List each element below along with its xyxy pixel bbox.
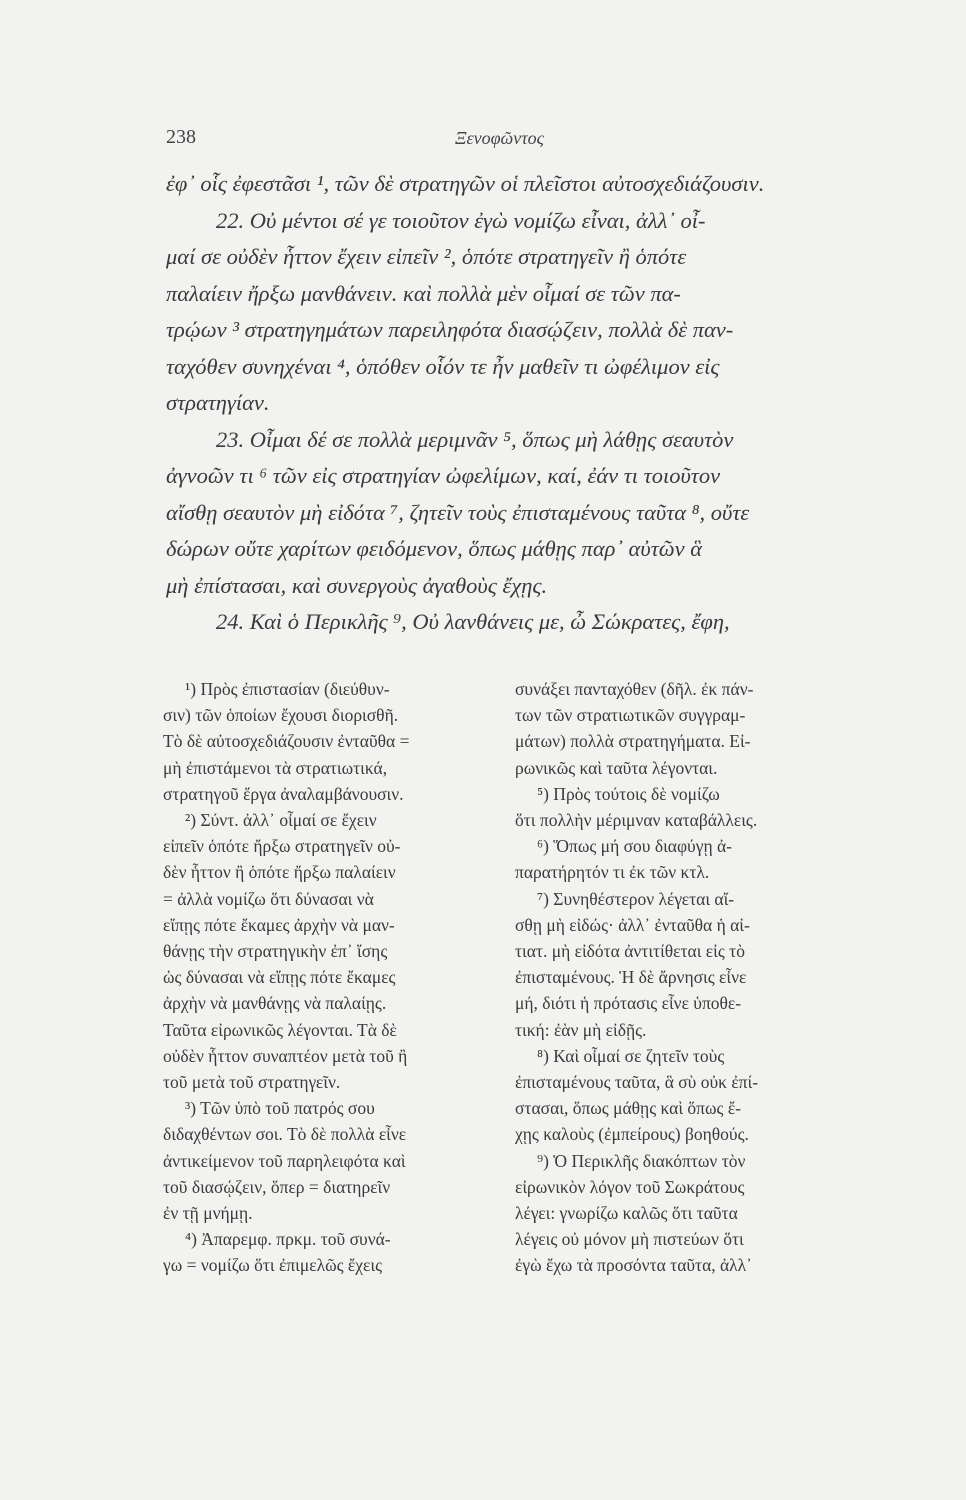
footnote-line: τοῦ μετὰ τοῦ στρατηγεῖν. (163, 1072, 341, 1093)
footnote-line: μὴ ἐπιστάμενοι τὰ στρατιωτικά, (163, 757, 388, 778)
footnote-line: ⁶) Ὅπως μή σου διαφύγῃ ἀ- (537, 836, 732, 857)
footnote-line: παρατήρητόν τι ἐκ τῶν κτλ. (515, 862, 710, 883)
footnote-line: εἴπῃς πότε ἔκαμες ἀρχὴν νὰ μαν- (163, 914, 395, 935)
main-line: στρατηγίαν. (166, 390, 270, 415)
footnote-line: Τὸ δὲ αὐτοσχεδιάζουσιν ἐνταῦθα = (163, 731, 410, 752)
footnote-line: λέγει: γνωρίζω καλῶς ὅτι ταῦτα (515, 1203, 738, 1224)
footnote-line: τοῦ διασῴζειν, ὅπερ = διατηρεῖν (163, 1176, 391, 1197)
footnote-line: τική: ἐὰν μὴ εἰδῇς. (515, 1019, 647, 1040)
main-line: μαί σε οὐδὲν ἧττον ἔχειν εἰπεῖν ², ὁπότε στρατηγεῖν ἢ ὁπότε (166, 244, 687, 269)
footnote-line: λέγεις οὐ μόνον μὴ πιστεύων ὅτι (515, 1229, 744, 1250)
footnote-line: = ἀλλὰ νομίζω ὅτι δύνασαι νὰ (163, 888, 374, 909)
footnote-line: δὲν ἧττον ἢ ὁπότε ἤρξω παλαίειν (163, 862, 396, 883)
footnote-line: σιν) τῶν ὁποίων ἔχουσι διορισθῆ. (163, 705, 399, 726)
footnote-line: ἀρχὴν νὰ μανθάνῃς νὰ παλαίῃς. (163, 993, 387, 1014)
main-line: δώρων οὔτε χαρίτων φειδόμενον, ὅπως μάθῃς παρ᾽ αὐτῶν ἃ (166, 536, 703, 561)
main-text (166, 166, 886, 641)
footnotes-left-column (163, 676, 493, 1279)
footnote-line: γω = νομίζω ὅτι ἐπιμελῶς ἔχεις (163, 1255, 383, 1276)
footnote-line: ¹) Πρὸς ἐπιστασίαν (διεύθυν- (185, 679, 390, 699)
main-line: ἐφ᾽ οἷς ἐφεστᾶσι ¹, τῶν δὲ στρατηγῶν οἱ πλεῖστοι αὐτοσχεδιάζουσιν. (166, 171, 765, 196)
footnote-line: εἰρωνικὸν λόγον τοῦ Σωκράτους (515, 1176, 745, 1197)
main-line: ταχόθεν συνηχέναι ⁴, ὁπόθεν οἷόν τε ἦν μαθεῖν τι ὠφέλιμον εἰς (166, 353, 720, 379)
footnote-line: στρατηγοῦ ἔργα ἀναλαμβάνουσιν. (163, 783, 404, 804)
main-line: ἀγνοῶν τι ⁶ τῶν εἰς στρατηγίαν ὠφελίμων, καί, ἐάν τι τοιοῦτον (166, 463, 721, 488)
footnote-line: ⁴) Ἀπαρεμφ. πρκμ. τοῦ συνά- (185, 1229, 391, 1250)
main-line: 23. Οἶμαι δέ σε πολλὰ μεριμνᾶν ⁵, ὅπως μὴ λάθῃς σεαυτὸν (216, 426, 734, 452)
main-line: 24. Καὶ ὁ Περικλῆς ⁹, Οὐ λανθάνεις με, ὦ Σώκρατες, ἔφη, (216, 609, 730, 634)
footnote-line: χῃς καλοὺς (ἐμπείρους) βοηθούς. (515, 1124, 749, 1145)
footnote-line: ρωνικῶς καὶ ταῦτα λέγονται. (515, 757, 718, 778)
main-line: μὴ ἐπίστασαι, καὶ συνεργοὺς ἀγαθοὺς ἔχῃς. (166, 572, 548, 598)
main-line: 22. Οὐ μέντοι σέ γε τοιοῦτον ἐγὼ νομίζω εἶναι, ἀλλ᾽ οἶ- (216, 207, 706, 233)
footnote-line: ⁸) Καὶ οἶμαί σε ζητεῖν τοὺς (537, 1045, 725, 1066)
footnote-line: ἀντικείμενον τοῦ παρηλειφότα καὶ (163, 1150, 406, 1171)
footnote-line: ²) Σύντ. ἀλλ᾽ οἶμαί σε ἔχειν (185, 810, 377, 831)
footnote-line: εἰπεῖν ὁπότε ἤρξω στρατηγεῖν οὐ- (163, 836, 401, 857)
footnote-line: ἐπισταμένους ταῦτα, ἃ σὺ οὐκ ἐπί- (515, 1072, 759, 1093)
footnote-line: ⁷) Συνηθέστερον λέγεται αἴ- (537, 888, 735, 909)
footnote-line: ἐγὼ ἔχω τὰ προσόντα ταῦτα, ἀλλ᾽ (515, 1255, 752, 1276)
footnote-line: τιατ. μὴ εἰδότα ἀντιτίθεται εἰς τὸ (515, 941, 745, 962)
running-head: Ξενοφῶντος (455, 128, 544, 148)
footnote-line: σθῃ μὴ εἰδώς· ἀλλ᾽ ἐνταῦθα ἡ αἰ- (515, 914, 750, 935)
footnote-line: ἐπισταμένους. Ἡ δὲ ἄρνησις εἶνε (515, 967, 747, 988)
main-line: τρῴων ³ στρατηγημάτων παρειληφότα διασῴζειν, πολλὰ δὲ παν- (166, 317, 734, 342)
footnote-line: των τῶν στρατιωτικῶν συγγραμ- (515, 705, 746, 726)
footnote-line: διδαχθέντων σοι. Τὸ δὲ πολλὰ εἶνε (163, 1124, 407, 1145)
footnote-line: στασαι, ὅπως μάθῃς καὶ ὅπως ἔ- (515, 1098, 741, 1119)
footnote-line: μή, διότι ἡ πρότασις εἶνε ὑποθε- (515, 993, 742, 1014)
footnote-line: μάτων) πολλὰ στρατηγήματα. Εἰ- (515, 731, 751, 752)
page-number: 238 (166, 126, 196, 148)
footnote-line: θάνῃς τὴν στρατηγικὴν ἐπ᾽ ἴσης (163, 941, 388, 962)
main-line: παλαίειν ἤρξω μανθάνειν. καὶ πολλὰ μὲν οἶμαί σε τῶν πα- (166, 280, 681, 306)
footnote-line: ὅτι πολλὴν μέριμναν καταβάλλεις. (515, 810, 758, 831)
footnote-line: Ταῦτα εἰρωνικῶς λέγονται. Τὰ δὲ (163, 1019, 397, 1040)
footnote-line: συνάξει πανταχόθεν (δῆλ. ἐκ πάν- (515, 679, 754, 699)
footnote-line: ⁵) Πρὸς τούτοις δὲ νομίζω (537, 783, 720, 804)
footnotes-right-column (515, 676, 845, 1279)
footnote-line: ἐν τῇ μνήμῃ. (163, 1203, 253, 1224)
main-line: αἴσθῃ σεαυτὸν μὴ εἰδότα ⁷, ζητεῖν τοὺς ἐπισταμένους ταῦτα ⁸, οὔτε (166, 499, 750, 525)
footnote-line: ⁹) Ὁ Περικλῆς διακόπτων τὸν (537, 1150, 746, 1171)
footnote-line: ³) Τῶν ὑπὸ τοῦ πατρός σου (185, 1098, 375, 1119)
footnote-line: ὡς δύνασαι νὰ εἴπῃς πότε ἔκαμες (163, 967, 396, 988)
footnote-line: οὐδὲν ἧττον συναπτέον μετὰ τοῦ ἢ (163, 1045, 408, 1066)
